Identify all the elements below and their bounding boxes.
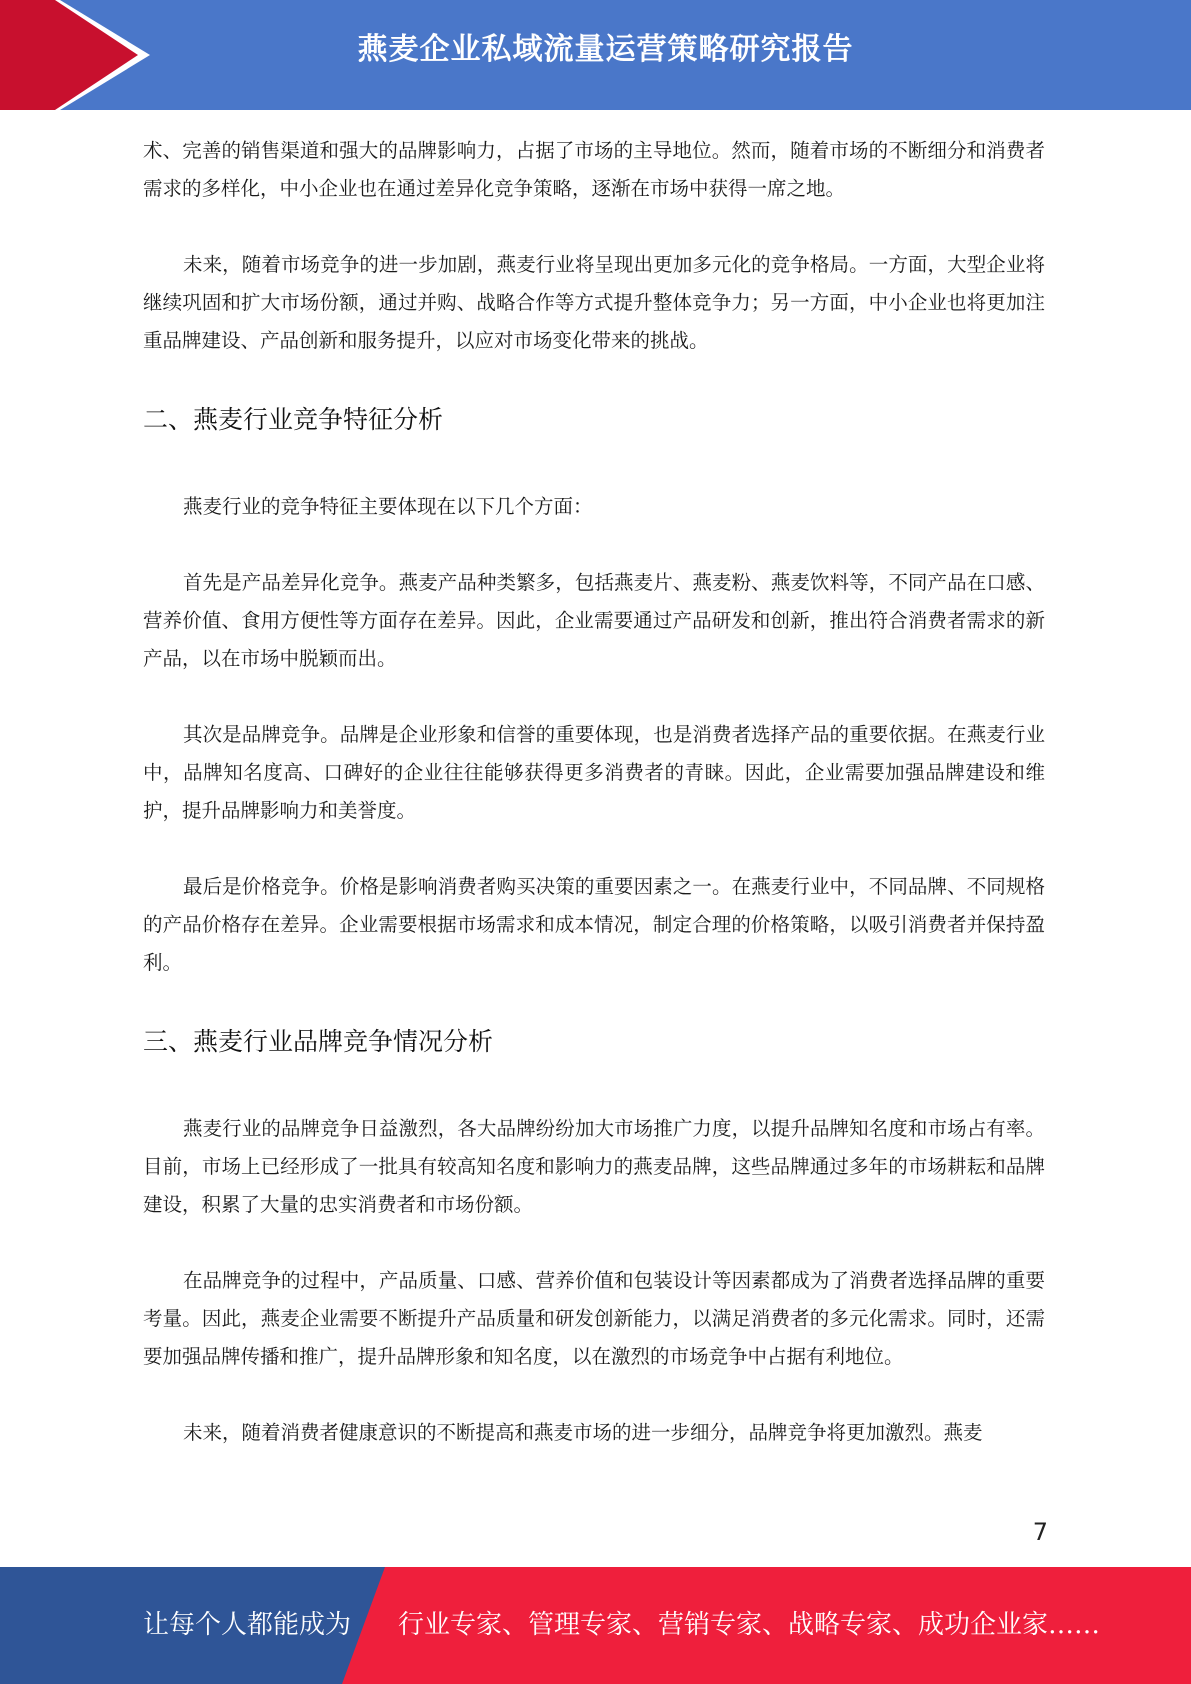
paragraph: 未来，随着消费者健康意识的不断提高和燕麦市场的进一步细分，品牌竞争将更加激烈。燕麦 — [183, 1421, 983, 1444]
footer-slogan-right: 行业专家、管理专家、营销专家、战略专家、成功企业家…… — [398, 1610, 1101, 1640]
paragraph: 最后是价格竞争。价格是影响消费者购买决策的重要因素之一。在燕麦行业中，不同品牌、不同规格的产品价格存在差异。企业需要根据市场需求和成本情况，制定合理的价格策略，以吸引消费者并保持盈利。 — [143, 875, 1045, 974]
document-body — [143, 132, 1045, 1452]
section-heading: 三、燕麦行业品牌竞争情况分析 — [143, 1027, 494, 1056]
paragraph: 首先是产品差异化竞争。燕麦产品种类繁多，包括燕麦片、燕麦粉、燕麦饮料等，不同产品在口感、营养价值、食用方便性等方面存在差异。因此，企业需要通过产品研发和创新，推出符合消费者需求的新产品，以在市场中脱颖而出。 — [143, 571, 1045, 670]
paragraph: 术、完善的销售渠道和强大的品牌影响力，占据了市场的主导地位。然而，随着市场的不断细分和消费者需求的多样化，中小企业也在通过差异化竞争策略，逐渐在市场中获得一席之地。 — [143, 139, 1045, 200]
paragraph: 燕麦行业的竞争特征主要体现在以下几个方面： — [183, 495, 593, 518]
paragraph: 在品牌竞争的过程中，产品质量、口感、营养价值和包装设计等因素都成为了消费者选择品牌的重要考量。因此，燕麦企业需要不断提升产品质量和研发创新能力，以满足消费者的多元化需求。同时，还需要加强品牌传播和推广，提升品牌形象和知名度，以在激烈的市场竞争中占据有利地位。 — [143, 1269, 1045, 1368]
page-number: 7 — [1032, 1518, 1048, 1546]
paragraph: 燕麦行业的品牌竞争日益激烈，各大品牌纷纷加大市场推广力度，以提升品牌知名度和市场占有率。目前，市场上已经形成了一批具有较高知名度和影响力的燕麦品牌，这些品牌通过多年的市场耕耘和品牌建设，积累了大量的忠实消费者和市场份额。 — [143, 1117, 1045, 1216]
paragraph: 未来，随着市场竞争的进一步加剧，燕麦行业将呈现出更加多元化的竞争格局。一方面，大型企业将继续巩固和扩大市场份额，通过并购、战略合作等方式提升整体竞争力；另一方面，中小企业也将更加注重品牌建设、产品创新和服务提升，以应对市场变化带来的挑战。 — [143, 253, 1045, 352]
page-header — [0, 0, 1191, 110]
footer-slogan-left: 让每个人都能成为 — [143, 1610, 352, 1640]
section-heading: 二、燕麦行业竞争特征分析 — [143, 405, 444, 434]
paragraph: 其次是品牌竞争。品牌是企业形象和信誉的重要体现，也是消费者选择产品的重要依据。在燕麦行业中，品牌知名度高、口碑好的企业往往能够获得更多消费者的青睐。因此，企业需要加强品牌建设和维护，提升品牌影响力和美誉度。 — [143, 723, 1045, 822]
page-footer — [0, 1567, 1191, 1684]
report-title: 燕麦企业私域流量运营策略研究报告 — [357, 32, 854, 67]
